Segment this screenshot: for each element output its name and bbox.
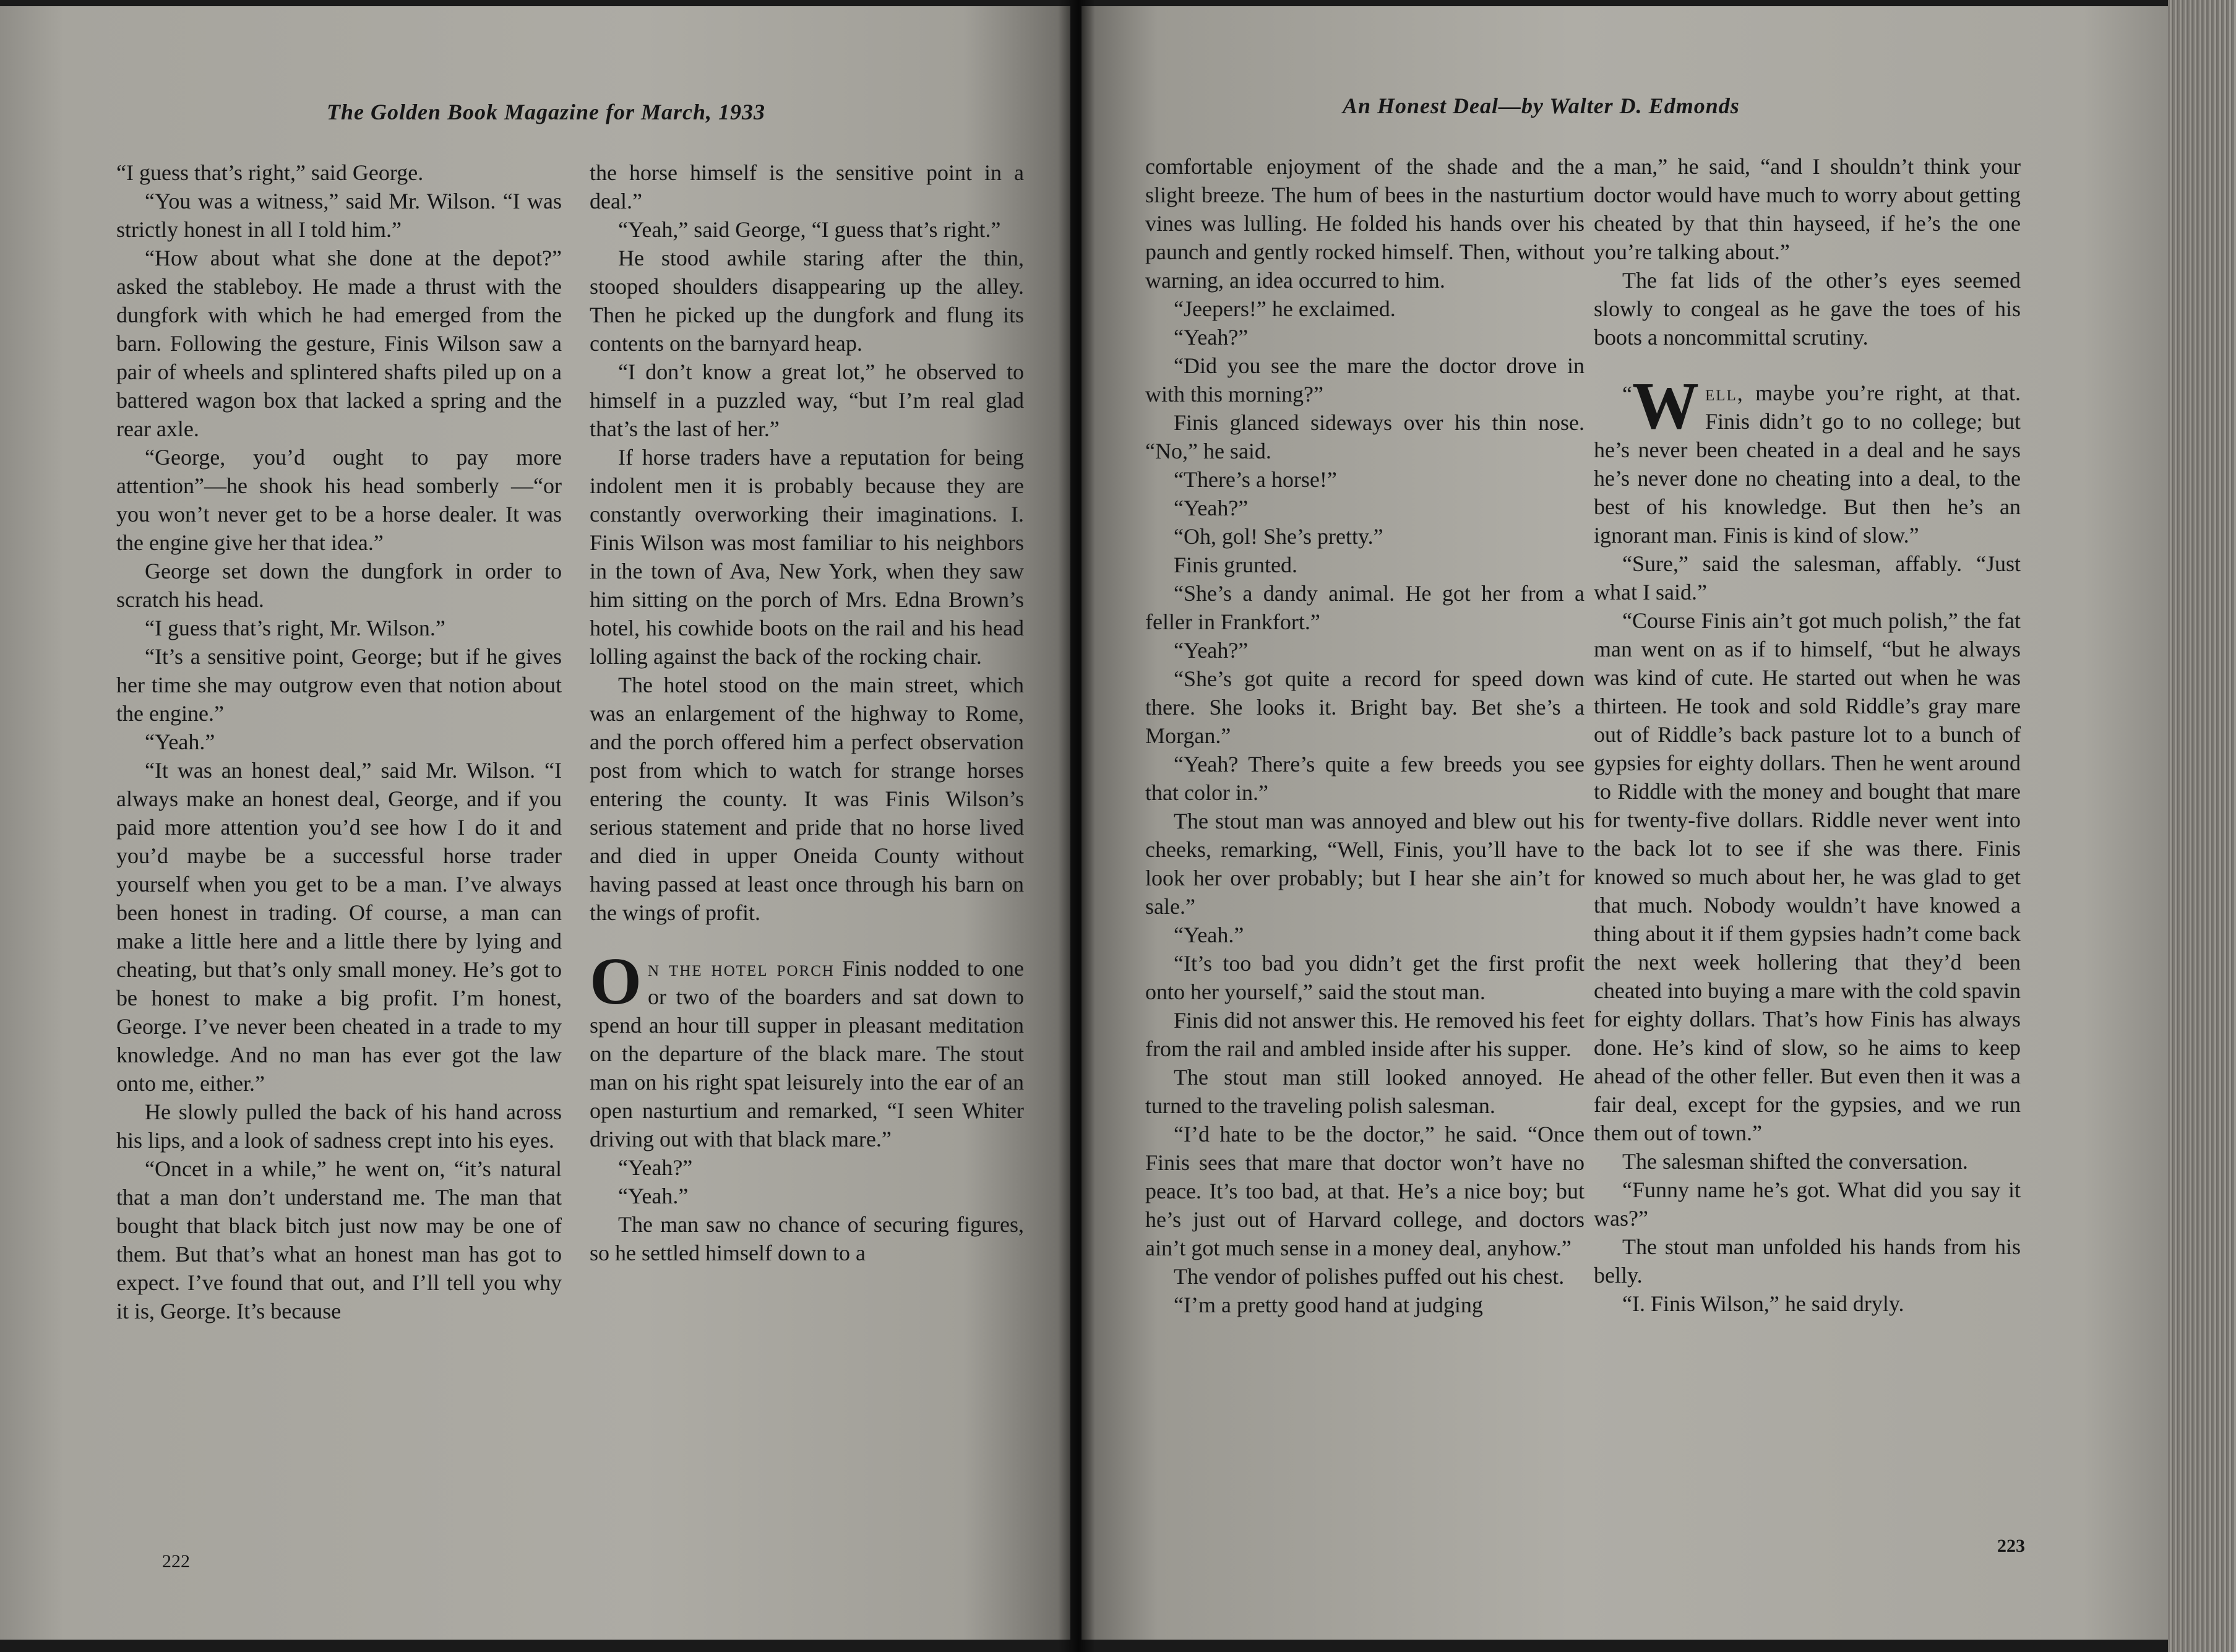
paragraph: the horse himself is the sensitive point in a deal.” (590, 160, 1024, 213)
paragraph: The salesman shifted the conversation. (1622, 1149, 1968, 1174)
paragraph: “Sure,” said the salesman, affably. “Just what I said.” (1594, 551, 2021, 604)
paragraph: “Oh, gol! She’s pretty.” (1174, 524, 1383, 549)
paragraph: “I. Finis Wilson,” he said dryly. (1622, 1291, 1904, 1316)
paragraph: The stout man still looked annoyed. He turned to the traveling polish salesman. (1145, 1065, 1585, 1118)
paragraph: “Yeah? There’s quite a few breeds you see that color in.” (1145, 752, 1585, 805)
paragraph: “You was a witness,” said Mr. Wilson. “I was strictly honest in all I told him.” (116, 189, 562, 242)
paragraph: “I guess that’s right, Mr. Wilson.” (145, 616, 445, 640)
paragraph: “It’s too bad you didn’t get the first profit onto her yourself,” said the stout man. (1145, 951, 1585, 1004)
right-column-1-paragraphs (1145, 152, 1585, 1319)
page-number-left: 222 (162, 1551, 190, 1572)
paragraph: George set down the dungfork in order to scratch his head. (116, 559, 562, 612)
paragraph: “Yeah?” (618, 1155, 693, 1180)
paragraph: “How about what she done at the depot?” asked the stableboy. He made a thrust with the dungfork with which he had emerged from the barn. Following the gesture, Finis Wilson saw a pair of wheels and splintered shafts piled up on a battered wagon box that lacked a spring and the rear axle. (116, 246, 562, 441)
paragraph: Finis grunted. (1174, 553, 1298, 577)
paragraph: The man saw no chance of securing figures, so he settled himself down to a (590, 1212, 1024, 1265)
paragraph: “It was an honest deal,” said Mr. Wilson. “I always make an honest deal, George, and if you paid more attention you’d see how I do it and you’d maybe be a successful horse trader yourself when you get to be a man. I’ve always been honest in trading. Of course, a man can make a little here and a little there by lying and cheating, but that’s only small money. He’s got to be honest to make a big profit. I’m honest, George. I’ve never been cheated in a trade to my knowledge. And no man has ever got the law onto me, either.” (116, 758, 562, 1096)
paragraph: “I don’t know a great lot,” he observed to himself in a puzzled way, “but I’m real glad that’s the last of her.” (590, 359, 1024, 441)
left-column-1 (116, 158, 562, 1325)
right-column-2-paragraphs-after (1594, 549, 2021, 1318)
page-number-right: 223 (1997, 1536, 2025, 1556)
section-break-paragraph (1594, 369, 2021, 549)
left-column-2-paragraphs-after (590, 1153, 1024, 1267)
paragraph: “Course Finis ain’t got much polish,” the fat man went on as if to himself, “but he always was kind of cute. He started out when he was thirteen. He took and sold Riddle’s gray mare out of Riddle’s back pasture lot to a bunch of gypsies for eighty dollars. Then he went around to Riddle with the money and bought that mare for twenty-five dollars. Riddle never went into the back lot to see if she was there. Finis knowed so much about her, he was glad to get that much. Nobody wouldn’t have knowed a thing about it if them gypsies hadn’t come back the next week hollering that they’d been cheated into buying a mare with the cold spavin for eighty dollars. That’s how Finis has always done. He’s kind of slow, so he aims to keep ahead of the other feller. But even then it was a fair deal, except for the gypsies, and we run them out of town.” (1594, 608, 2021, 1145)
opening-quote: “ (1622, 382, 1632, 407)
paragraph: “George, you’d ought to pay more attention”—he shook his head somberly —“or you won’t never get to be a horse dealer. It was the engine give her that idea.” (116, 445, 562, 555)
paragraph: “Jeepers!” he exclaimed. (1174, 296, 1396, 321)
right-column-1 (1145, 152, 1585, 1319)
drop-cap: W (1632, 369, 1699, 443)
paragraph: The vendor of polishes puffed out his chest. (1174, 1264, 1565, 1289)
paragraph: “Did you see the mare the doctor drove in with this morning?” (1145, 353, 1585, 407)
right-column-2-paragraphs (1594, 152, 2021, 351)
paragraph: The stout man was annoyed and blew out his cheeks, remarking, “Well, Finis, you’ll have to look her over probably; but I hear she ain’t for sale.” (1145, 809, 1585, 919)
paragraph: comfortable enjoyment of the shade and the slight breeze. The hum of bees in the nasturtium vines was lulling. He folded his hands over his paunch and gently rocked himself. Then, without warning, an idea occurred to him. (1145, 154, 1585, 293)
paragraph: “I guess that’s right,” said George. (116, 160, 424, 185)
running-head-left: The Golden Book Magazine for March, 1933 (327, 100, 766, 124)
paragraph: “I’d hate to be the doctor,” he said. “Once Finis sees that mare that doctor won’t have no peace. It’s too bad, at that. He’s a nice boy; but he’s just out of Harvard college, and doctors ain’t got much sense in a money deal, anyhow.” (1145, 1122, 1585, 1260)
paragraph: “Yeah?” (1174, 325, 1249, 350)
right-page (1081, 6, 2170, 1640)
paragraph: “She’s got quite a record for speed down there. She looks it. Bright bay. Bet she’s a Morgan.” (1145, 666, 1585, 748)
section-break-paragraph (590, 945, 1025, 1153)
left-page (0, 6, 1070, 1640)
paragraph: “Funny name he’s got. What did you say it was?” (1594, 1177, 2021, 1231)
small-caps-lead: ell, (1705, 381, 1744, 405)
paragraph: “Yeah.” (1174, 923, 1244, 947)
paragraph: “Yeah.” (618, 1184, 689, 1208)
paragraph-text: Finis nodded to one or two of the boarders and sat down to spend an hour till supper in pleasant meditation on the departure of the black mare. The stout man on his right spat leisurely into the ear of an open nasturtium and remarked, “I seen Whiter driving out with that black mare.” (590, 956, 1025, 1151)
paragraph: If horse traders have a reputation for being indolent men it is probably because they are constantly overworking their imaginations. I. Finis Wilson was most familiar to his neighbors in the town of Ava, New York, when they saw him sitting on the porch of Mrs. Edna Brown’s hotel, his cowhide boots on the rail and his head lolling against the back of the rocking chair. (590, 445, 1024, 669)
paragraph: The stout man unfolded his hands from his belly. (1594, 1234, 2021, 1288)
paragraph: “There’s a horse!” (1174, 467, 1337, 492)
paragraph-text: maybe you’re right, at that. Finis didn’t go to no college; but he’s never been cheated in a deal and he says he’s never done no cheating into a deal, to the best of his knowledge. But then he’s an ignorant man. Finis is kind of slow.” (1594, 381, 2021, 548)
paragraph: “Yeah?” (1174, 496, 1249, 520)
paragraph: “I’m a pretty good hand at judging (1174, 1293, 1483, 1317)
running-head-right: An Honest Deal—by Walter D. Edmonds (1343, 93, 1740, 118)
paragraph: The hotel stood on the main street, which was an enlargement of the highway to Rome, and the porch offered him a perfect observation post from which to watch for strange horses entering the county. It was Finis Wilson’s serious statement and pride that no horse lived and died in upper Oneida County without having passed at least once through his barn on the wings of profit. (590, 673, 1024, 925)
paragraph: “It’s a sensitive point, George; but if he gives her time she may outgrow even that notion about the engine.” (116, 644, 562, 726)
left-column-2-paragraphs (590, 158, 1024, 927)
paragraph: He slowly pulled the back of his hand across his lips, and a look of sadness crept into his eyes. (116, 1099, 562, 1153)
paragraph: He stood awhile staring after the thin, stooped shoulders disappearing up the alley. Then he picked up the dungfork and flung its contents on the barnyard heap. (590, 246, 1024, 356)
paragraph: “Yeah?” (1174, 638, 1249, 663)
drop-cap: O (590, 945, 642, 1018)
paragraph: The fat lids of the other’s eyes seemed slowly to congeal as he gave the toes of his boots a noncommittal scrutiny. (1594, 268, 2021, 350)
paragraph: “Oncet in a while,” he went on, “it’s natural that a man don’t understand me. The man that bought that black bitch just now may be one of them. But that’s what an honest man has got to expect. I’ve found that out, and I’ll tell you why it is, George. It’s because (116, 1156, 562, 1323)
paragraph: “She’s a dandy animal. He got her from a feller in Frankfort.” (1145, 581, 1585, 634)
small-caps-lead: n the hotel porch (648, 956, 835, 981)
paragraph: a man,” he said, “and I shouldn’t think your doctor would have much to worry about getting cheated by that thin hayseed, if he’s the one you’re talking about.” (1594, 154, 2021, 264)
paragraph: Finis glanced sideways over his thin nose. “No,” he said. (1145, 410, 1585, 463)
paragraph: “Yeah,” said George, “I guess that’s right.” (618, 217, 1001, 242)
paragraph: “Yeah.” (145, 729, 215, 754)
right-column-2 (1594, 152, 2021, 1318)
paragraph: Finis did not answer this. He removed his feet from the rail and ambled inside after his supper. (1145, 1008, 1585, 1061)
page-edges (2168, 0, 2236, 1652)
book-gutter (1058, 0, 1095, 1652)
left-column-2 (590, 158, 1024, 1267)
left-column-1-paragraphs (116, 158, 562, 1325)
